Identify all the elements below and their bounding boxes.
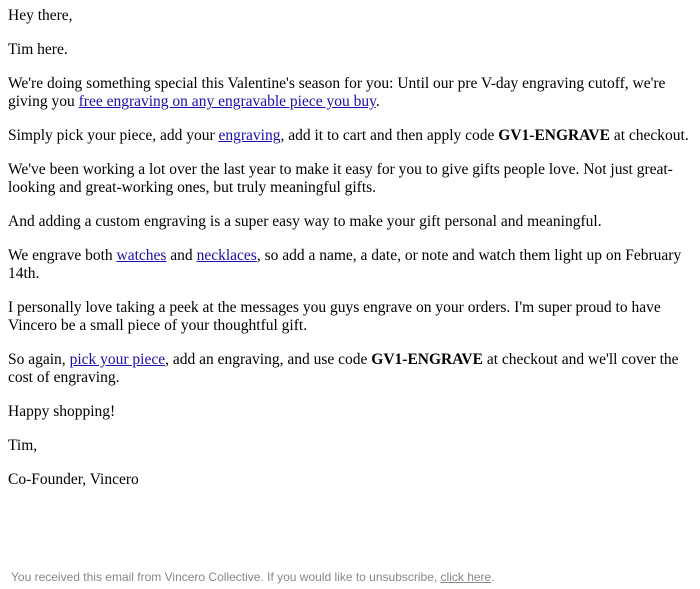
promo-code: GV1-ENGRAVE bbox=[371, 351, 483, 368]
paragraph-recap-text: So again, bbox=[8, 351, 70, 368]
signature: Co-Founder, Vincero bbox=[8, 471, 139, 488]
paragraph-products bbox=[8, 247, 692, 283]
paragraph-personal: I personally love taking a peek at the messages you guys engrave on your orders. I'm super proud to have Vincero be a small piece of your thoughtful gift. bbox=[8, 299, 661, 334]
intro: Tim here. bbox=[8, 41, 68, 58]
paragraph-recap-mid: , add an engraving, and use code bbox=[165, 351, 372, 368]
paragraph-instructions-end: at checkout. bbox=[609, 127, 689, 144]
pick-your-piece-link[interactable]: pick your piece bbox=[69, 351, 166, 368]
greeting: Hey there, bbox=[8, 7, 73, 24]
paragraph-custom-engraving: And adding a custom engraving is a super easy way to make your gift personal and meaningful. bbox=[8, 213, 602, 230]
signoff: Tim, bbox=[8, 437, 38, 454]
promo-code: GV1-ENGRAVE bbox=[498, 127, 610, 144]
watches-link[interactable]: watches bbox=[116, 247, 167, 264]
paragraph-recap bbox=[8, 351, 692, 387]
footer-end: . bbox=[491, 570, 495, 584]
free-engraving-link[interactable]: free engraving on any engravable piece you buy bbox=[78, 93, 376, 110]
paragraph-recap-end: at checkout and we'll cover the cost of engraving. bbox=[8, 351, 679, 386]
footer-text: You received this email from Vincero Collective. If you would like to unsubscribe, bbox=[11, 570, 441, 584]
engraving-link[interactable]: engraving bbox=[218, 127, 281, 144]
paragraph-instructions-mid: , add it to cart and then apply code bbox=[280, 127, 499, 144]
paragraph-products-end: , so add a name, a date, or note and watch them light up on February 14th. bbox=[8, 247, 682, 282]
paragraph-offer-text: We're doing something special this Valentine's season for you: Until our pre V-day engraving cutoff, we're giving you bbox=[8, 75, 666, 110]
paragraph-offer bbox=[8, 75, 692, 111]
paragraph-products-text: We engrave both bbox=[8, 247, 117, 264]
closing: Happy shopping! bbox=[8, 403, 116, 420]
necklaces-link[interactable]: necklaces bbox=[196, 247, 257, 264]
email-footer bbox=[11, 569, 695, 585]
paragraph-offer-end: . bbox=[375, 93, 380, 110]
paragraph-mission: We've been working a lot over the last year to make it easy for you to give gifts people love. Not just great-looking and great-working ones, but truly meaningful gifts. bbox=[8, 161, 673, 196]
email-content bbox=[8, 7, 692, 505]
paragraph-instructions-text: Simply pick your piece, add your bbox=[8, 127, 219, 144]
paragraph-products-mid: and bbox=[166, 247, 197, 264]
unsubscribe-link[interactable]: click here bbox=[440, 570, 492, 584]
paragraph-instructions bbox=[8, 127, 692, 145]
